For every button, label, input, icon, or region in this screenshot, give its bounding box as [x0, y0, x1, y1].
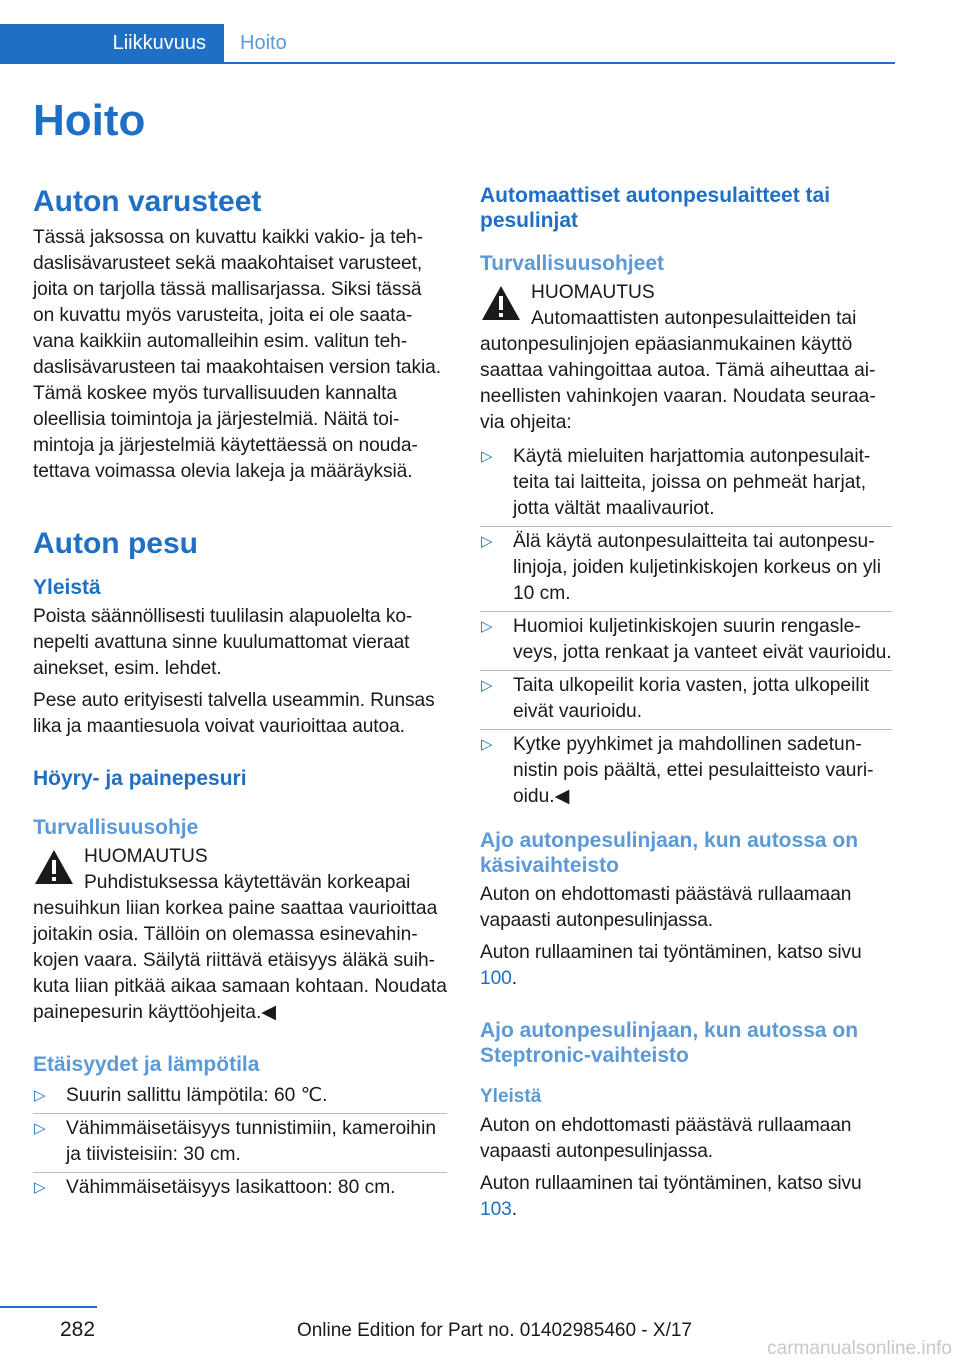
paragraph-steptronic-2: Auton rullaaminen tai työntäminen, katso sivu 103. [480, 1173, 862, 1220]
tab-hoito[interactable]: Hoito [240, 32, 287, 54]
triangle-right-icon: ▷ [481, 618, 493, 635]
triangle-right-icon: ▷ [34, 1179, 46, 1196]
paragraph-general-1: Poista säännöllisesti tuulilasin alapuolelta konepelti avattuna sinne kuulumattomat vieraat ainekset, esim. lehdet. [33, 606, 413, 679]
distances-list [33, 1081, 447, 1205]
paragraph-steptronic-1: Auton on ehdottomasti päästävä rullaamaan vapaasti autonpesulinjassa. [480, 1115, 852, 1162]
warning-title: HUOMAUTUS [531, 282, 655, 303]
left-column [33, 183, 447, 1205]
heading-distances: Etäisyydet ja lämpötila [33, 1053, 260, 1076]
list-item: ▷ Käytä mieluiten harjattomia autonpesulaitteita tai laitteita, joissa on pehmeät harjat, jotta vältät maalivauriot. [480, 442, 892, 527]
warning-text-start: Puhdistuksessa käytettävän korkeapai [84, 872, 411, 893]
heading-general-steptronic: Yleistä [480, 1086, 542, 1107]
triangle-right-icon: ▷ [34, 1087, 46, 1104]
triangle-right-icon: ▷ [481, 736, 493, 753]
heading-general: Yleistä [33, 576, 101, 599]
warning-triangle-icon [480, 284, 522, 322]
header-tabs [0, 24, 895, 64]
warning-text-rest: nesuihkun liian korkea paine saattaa vaurioittaa joitakin osia. Tällöin on olemassa esinevahinkojen vaara. Säilytä riittävä etäisyys äläkä suihkuta liian pitkää aikaa samaan kohtaan. Noudata painepesurin käyttöohjeita.◀ [33, 898, 447, 1023]
list-item: ▷ Vähimmäisetäisyys lasikattoon: 80 cm. [33, 1173, 447, 1205]
page-link-103[interactable]: 103 [480, 1199, 512, 1220]
heading-safety-note: Turvallisuusohje [33, 816, 199, 839]
list-item: ▷ Älä käytä autonpesulaitteita tai autonpesulinjoja, joiden kuljetinkiskojen korkeus on yli 10 cm. [480, 527, 892, 612]
triangle-right-icon: ▷ [481, 448, 493, 465]
heading-equipment: Auton varusteet [33, 185, 262, 218]
instructions-list [480, 442, 892, 814]
tab-liikkuvuus[interactable]: Liikkuvuus [0, 24, 224, 62]
paragraph-general-2: Pese auto erityisesti talvella useammin. Runsas lika ja maantiesuola voivat vaurioittaa autoa. [33, 690, 435, 737]
page-link-100[interactable]: 100 [480, 968, 512, 989]
page-title: Hoito [33, 96, 146, 145]
footer-rule [0, 1306, 97, 1308]
list-item: ▷ Kytke pyyhkimet ja mahdollinen sadetunnistin pois päältä, ettei pesulaitteisto vaurioidu.◀ [481, 734, 874, 807]
right-column [480, 183, 892, 1229]
warning-text-rest: autonpesulinjojen epäasianmukainen käyttö saattaa vahingoittaa autoa. Tämä aiheuttaa aineellisten vahinkojen vaaran. Noudata seuraavia ohjeita: [480, 334, 876, 433]
paragraph-manual-1: Auton on ehdottomasti päästävä rullaamaan vapaasti autonpesulinjassa. [480, 884, 852, 931]
warning-triangle-icon [33, 848, 75, 886]
heading-car-wash: Auton pesu [33, 527, 198, 560]
heading-pressure-washer: Höyry- ja painepesuri [33, 767, 247, 790]
warning-pressure [33, 844, 447, 1026]
page-number: 282 [60, 1318, 96, 1341]
heading-manual-transmission: Ajo autonpesulinjaan, kun autossa on käsivaihteisto [480, 829, 859, 877]
heading-steptronic: Ajo autonpesulinjaan, kun autossa on Steptronic-vaihteisto [480, 1019, 859, 1067]
triangle-right-icon: ▷ [481, 533, 493, 550]
triangle-right-icon: ▷ [34, 1120, 46, 1137]
heading-safety-notes: Turvallisuusohjeet [480, 252, 664, 275]
paragraph-equipment: Tässä jaksossa on kuvattu kaikki vakio- ja tehdaslisävarusteet sekä maakohtaiset varusteet, joita on tarjolla tässä mallisarjassa. Siksi tässä on kuvattu myös varusteita, joita ei ole saatavana kaikkiin automalleihin esim. valitun tehdaslisävarusteen tai maakohtaisen version takia. Tämä koskee myös turvallisuuden kannalta oleellisia toimintoja ja järjestelmiä. Näitä toimintoja ja järjestelmiä käytettäessä on noudatettava voimassa olevia lakeja ja määräyksiä. [33, 227, 441, 482]
list-item: ▷ Huomioi kuljetinkiskojen suurin rengasleveys, jotta renkaat ja vanteet eivät vaurioidu. [480, 612, 892, 671]
edition-text: Online Edition for Part no. 01402985460 - X/17 [296, 1320, 692, 1341]
heading-automatic-wash: Automaattiset autonpesulaitteet tai pesulinjat [480, 184, 831, 232]
triangle-right-icon: ▷ [481, 677, 493, 694]
warning-text-start: Automaattisten autonpesulaitteiden tai [531, 308, 857, 329]
warning-title: HUOMAUTUS [84, 846, 208, 867]
list-item: ▷ Taita ulkopeilit koria vasten, jotta ulkopeilit eivät vaurioidu. [480, 671, 892, 730]
warning-automatic [480, 280, 892, 436]
watermark: carmanualsonline.info [767, 1338, 952, 1359]
paragraph-manual-2: Auton rullaaminen tai työntäminen, katso sivu 100. [480, 942, 862, 989]
list-item: ▷ Suurin sallittu lämpötila: 60 ℃. [33, 1081, 447, 1114]
list-item: ▷ Vähimmäisetäisyys tunnistimiin, kameroihin ja tiivisteisiin: 30 cm. [33, 1114, 447, 1173]
